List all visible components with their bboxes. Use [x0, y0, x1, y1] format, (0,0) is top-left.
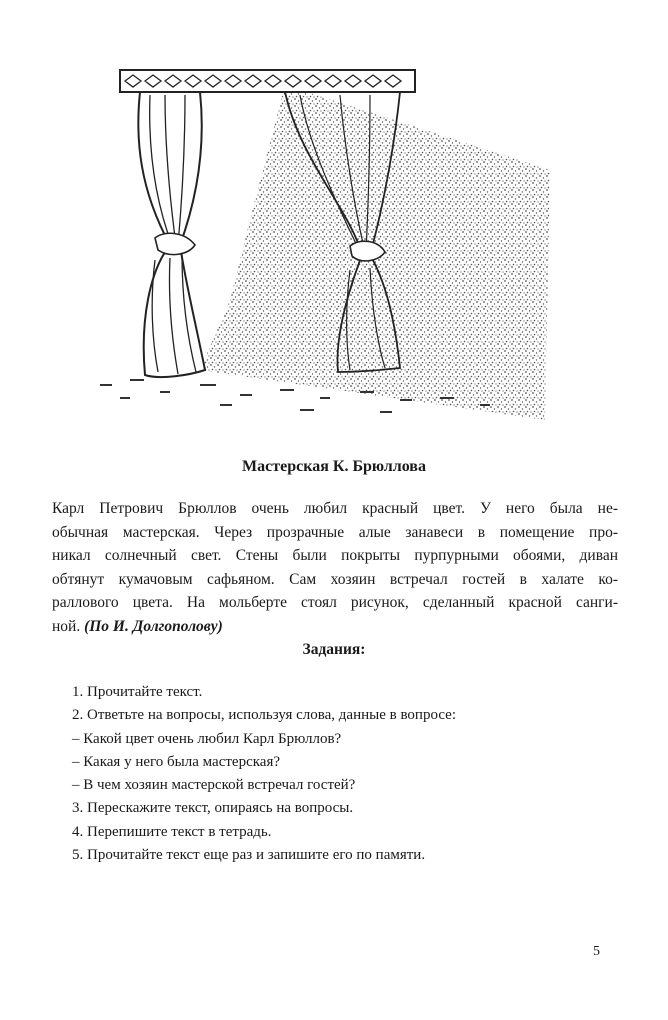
page-number: 5	[593, 944, 600, 959]
body-line: обтянут кумачовым сафьяном. Сам хозяин встречал гостей в халате ко-	[52, 570, 618, 588]
task-item: 4. Перепишите текст в тетрадь.	[72, 823, 272, 840]
body-line: Карл Петрович Брюллов очень любил красный цвет. У него была не-	[52, 500, 618, 517]
source-attribution: (По И. Долгополову)	[84, 617, 223, 635]
task-item: – Какой цвет очень любил Карл Брюллов?	[72, 730, 342, 747]
tasks-list	[72, 681, 456, 867]
task-item: – Какая у него была мастерская?	[72, 753, 281, 770]
body-line: ной.	[52, 617, 81, 635]
task-item: 1. Прочитайте текст.	[72, 684, 203, 700]
body-line: никал солнечный свет. Стены были покрыты пурпурными обоями, диван	[52, 547, 618, 565]
story-title: Мастерская К. Брюллова	[242, 458, 426, 475]
body-line-last	[52, 615, 618, 639]
task-item: 3. Перескажите текст, опираясь на вопросы.	[72, 800, 354, 817]
task-item: – В чем хозяин мастерской встречал гостей?	[72, 777, 356, 794]
task-item: 5. Прочитайте текст еще раз и запишите его по памяти.	[72, 847, 426, 864]
body-line: раллового цвета. На мольберте стоял рисунок, сделанный красной санги-	[52, 594, 618, 612]
body-line: обычная мастерская. Через прозрачные алые занавеси в помещение про-	[52, 523, 618, 541]
task-item: 2. Ответьте на вопросы, используя слова, данные в вопросе:	[72, 707, 457, 724]
curtain-illustration	[0, 0, 668, 440]
tasks-title: Задания:	[302, 641, 366, 658]
story-body	[52, 497, 618, 639]
